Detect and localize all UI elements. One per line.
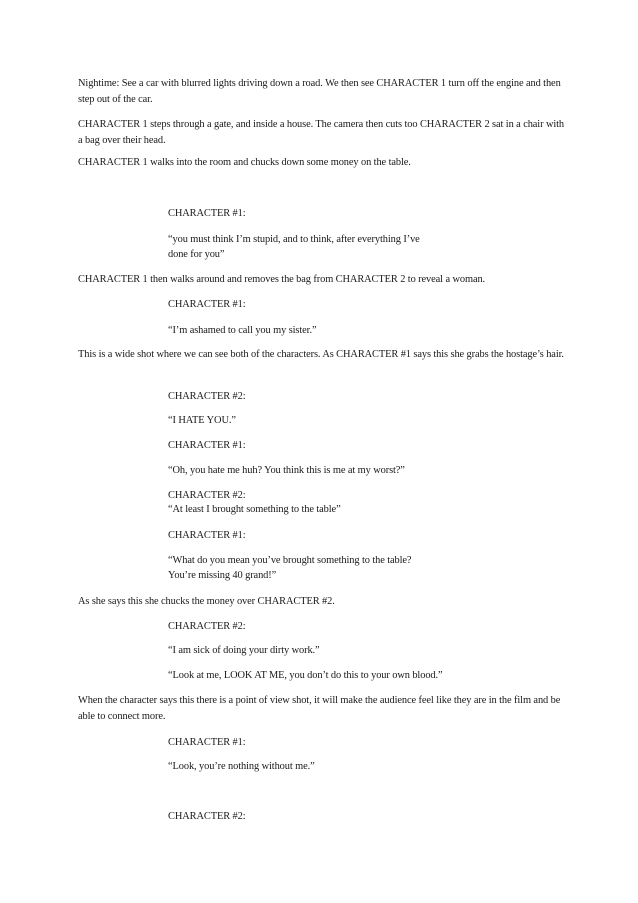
character-cue: CHARACTER #2: xyxy=(168,621,246,632)
action-line: CHARACTER 1 then walks around and removes the bag from CHARACTER 2 to reveal a woman. xyxy=(78,274,486,285)
character-cue: CHARACTER #1: xyxy=(168,737,246,748)
character-cue: CHARACTER #1: xyxy=(168,440,246,451)
action-line: Nightime: See a car with blurred lights driving down a road. We then see CHARACTER 1 turn off the engine and then step out of the car. xyxy=(78,78,561,105)
character-cue: CHARACTER #2: xyxy=(168,391,246,402)
dialogue-line: “you must think I’m stupid, and to think, after everything I’ve xyxy=(168,234,420,245)
action-line: CHARACTER 1 walks into the room and chucks down some money on the table. xyxy=(78,157,411,168)
dialogue-line: “At least I brought something to the table” xyxy=(168,504,341,515)
action-line: CHARACTER 1 steps through a gate, and inside a house. The camera then cuts too CHARACTER 2 sat in a chair with a bag over their head. xyxy=(78,119,565,146)
dialogue-line: “I HATE YOU.” xyxy=(168,415,236,426)
action-line: This is a wide shot where we can see both of the characters. As CHARACTER #1 says this she grabs the hostage’s hair. xyxy=(78,349,564,360)
dialogue-line: “What do you mean you’ve brought something to the table? xyxy=(168,555,412,566)
character-cue: CHARACTER #2: xyxy=(168,811,246,822)
character-cue: CHARACTER #1: xyxy=(168,299,246,310)
character-cue: CHARACTER #2: xyxy=(168,490,246,501)
dialogue-line: done for you” xyxy=(168,249,225,260)
character-cue: CHARACTER #1: xyxy=(168,530,246,541)
dialogue-line: “Oh, you hate me huh? You think this is me at my worst?” xyxy=(168,465,405,476)
action-line: When the character says this there is a point of view shot, it will make the audience feel like they are in the film and be able to connect more. xyxy=(78,695,561,722)
character-cue: CHARACTER #1: xyxy=(168,208,246,219)
dialogue-line: You’re missing 40 grand!” xyxy=(168,570,277,581)
dialogue-line: “I am sick of doing your dirty work.” xyxy=(168,645,320,656)
dialogue-line: “Look, you’re nothing without me.” xyxy=(168,761,315,772)
action-line: As she says this she chucks the money over CHARACTER #2. xyxy=(78,596,335,607)
dialogue-line: “Look at me, LOOK AT ME, you don’t do this to your own blood.” xyxy=(168,670,443,681)
dialogue-line: “I’m ashamed to call you my sister.” xyxy=(168,325,317,336)
